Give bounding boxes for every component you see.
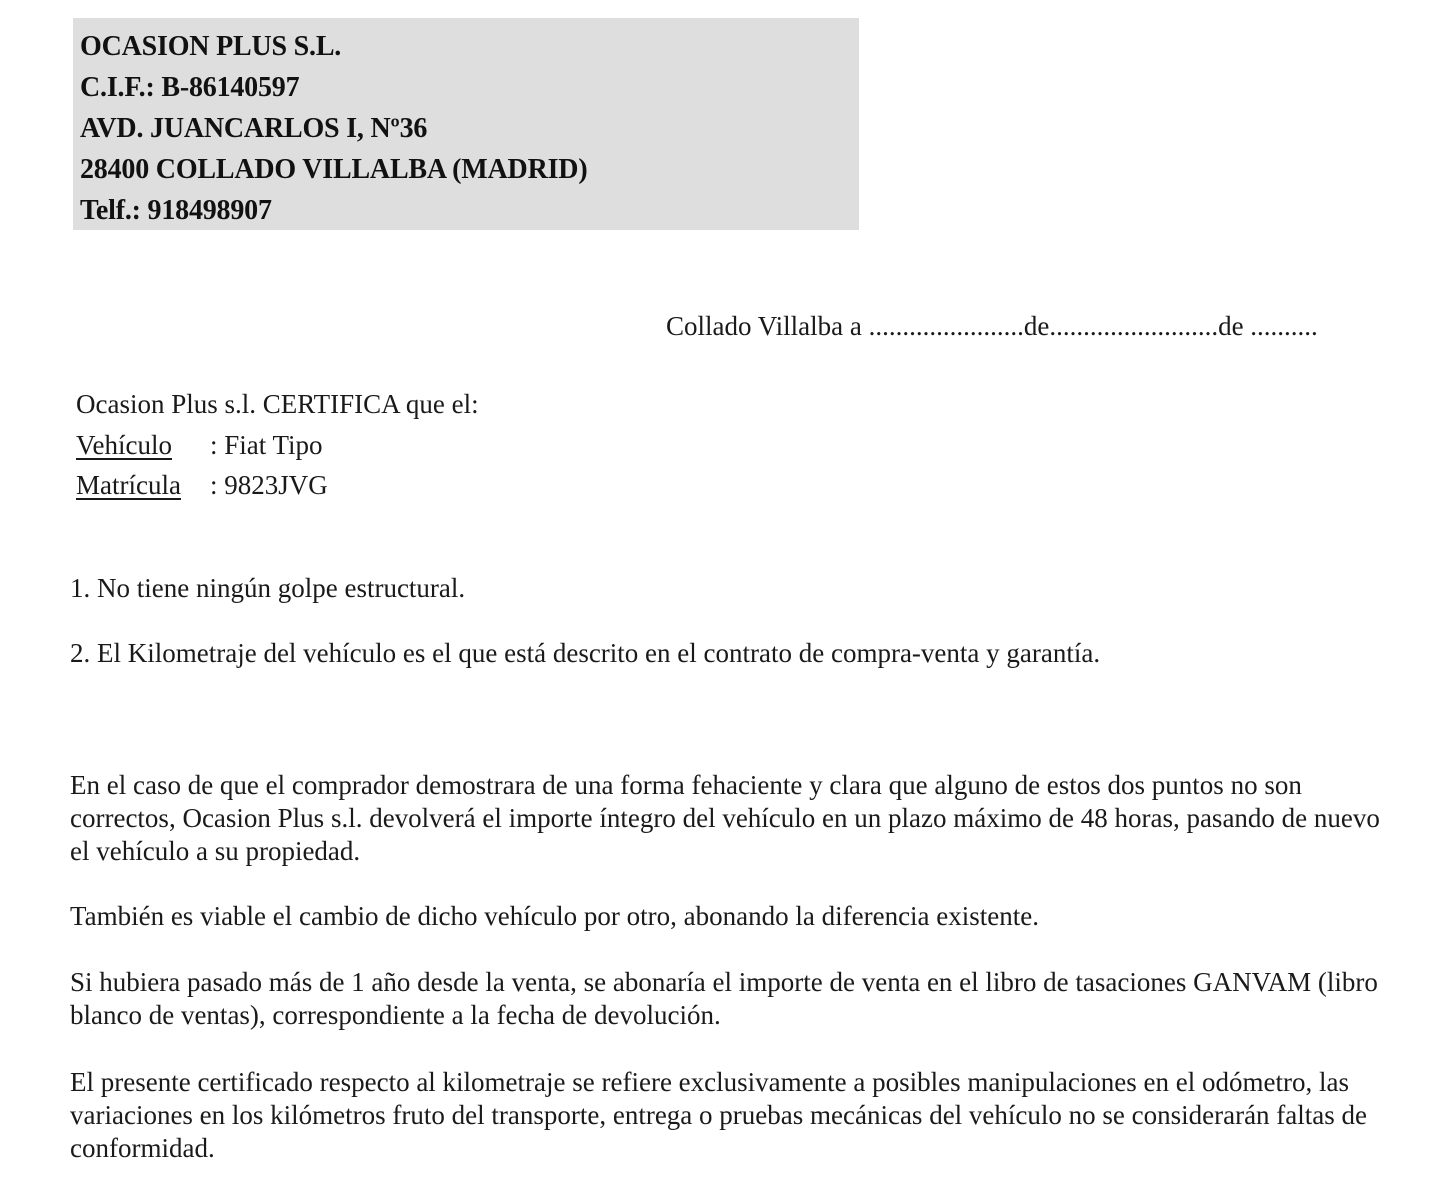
plate-label: Matrícula [76, 470, 181, 500]
paragraph-ganvam [70, 966, 1380, 1032]
paragraph-exchange [70, 900, 1380, 933]
certification-block [76, 384, 479, 506]
paragraph-odometer [70, 1066, 1380, 1165]
company-phone: Telf.: 918498907 [80, 195, 272, 226]
paragraph-ganvam-text: Si hubiera pasado más de 1 año desde la venta, se abonaría el importe de venta en el libro de tasaciones GANVAM (libro blanco de ventas), correspondiente a la fecha de devolución. [70, 967, 1378, 1030]
point-2: 2. El Kilometraje del vehículo es el que está descrito en el contrato de compra-venta y garantía. [70, 638, 1101, 668]
paragraph-refund-text: En el caso de que el comprador demostrara de una forma fehaciente y clara que alguno de estos dos puntos no son correctos, Ocasion Plus s.l. devolverá el importe íntegro del vehículo en un plazo máximo de 48 horas, pasando de nuevo el vehículo a su propiedad. [70, 770, 1380, 866]
point-1: 1. No tiene ningún golpe estructural. [70, 573, 466, 603]
company-name: OCASION PLUS S.L. [80, 31, 342, 62]
paragraph-refund [70, 769, 1380, 868]
plate-row [76, 465, 479, 506]
company-city: 28400 COLLADO VILLALBA (MADRID) [80, 154, 588, 185]
company-cif: C.I.F.: B-86140597 [80, 72, 300, 103]
company-address: AVD. JUANCARLOS I, Nº36 [80, 113, 428, 144]
vehicle-row [76, 425, 479, 466]
company-header-box [73, 18, 859, 230]
vehicle-value: : Fiat Tipo [210, 429, 323, 460]
paragraph-exchange-text: También es viable el cambio de dicho vehículo por otro, abonando la diferencia existente. [70, 901, 1040, 931]
date-line: Collado Villalba a .......................de.........................de .......... [666, 311, 1318, 341]
plate-value: : 9823JVG [210, 470, 328, 500]
vehicle-label: Vehículo [76, 429, 172, 460]
paragraph-odometer-text: El presente certificado respecto al kilometraje se refiere exclusivamente a posibles manipulaciones en el odómetro, las variaciones en los kilómetros fruto del transporte, entrega o pruebas mecánicas del vehículo no se considerarán faltas de conformidad. [70, 1067, 1368, 1163]
certification-intro: Ocasion Plus s.l. CERTIFICA que el: [76, 389, 479, 419]
